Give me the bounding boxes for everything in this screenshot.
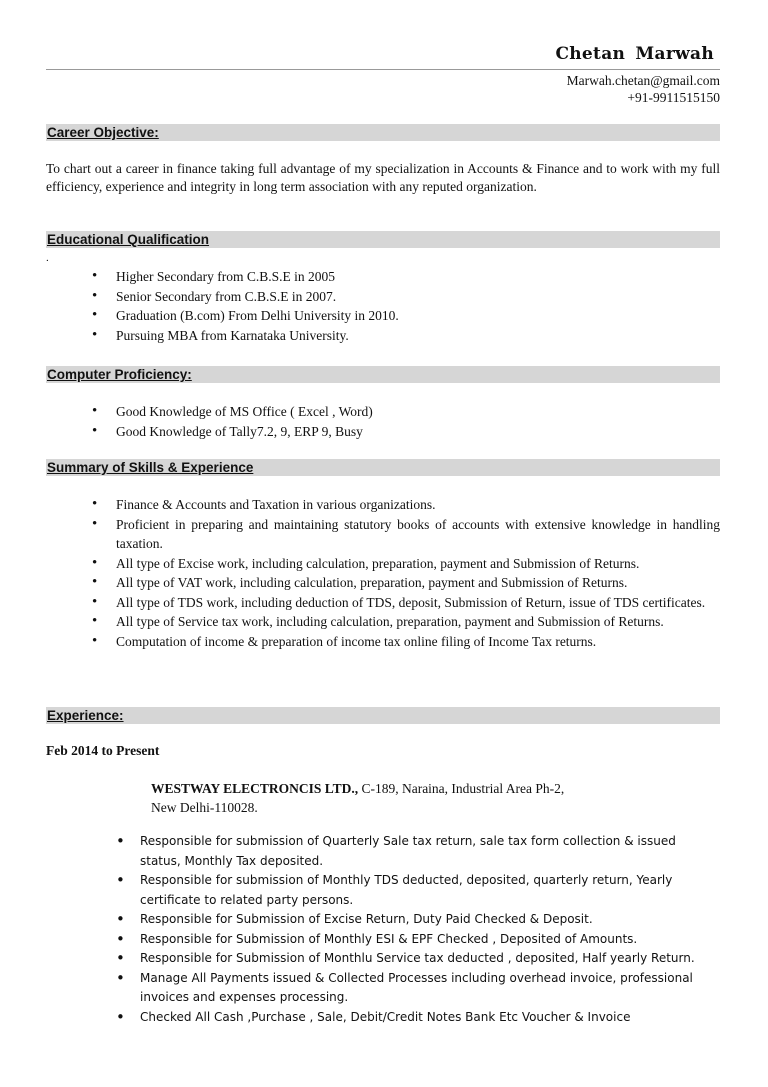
company-name: WESTWAY ELECTRONCIS LTD., [151,781,359,796]
list-item: • Responsible for Submission of Monthlu Service tax deducted , deposited, Half yearly Return. [140,949,720,969]
list-item: • Good Knowledge of Tally7.2, 9, ERP 9, Busy [116,422,720,442]
responsibilities-list [140,832,720,1027]
company-block [151,779,564,817]
email-text: Marwah.chetan@gmail.com [566,73,720,88]
list-item: • Pursuing MBA from Karnataka University. [116,326,720,346]
header-divider [46,69,720,70]
company-line-1 [151,779,564,798]
career-objective-heading: Career Objective: [46,124,720,141]
skills-list [116,495,720,651]
list-item: • Manage All Payments issued & Collected Processes including overhead invoice, professional invoices and expenses processing. [140,969,720,1008]
list-item: • Higher Secondary from C.B.S.E in 2005 [116,267,720,287]
list-item: • Responsible for submission of Quarterly Sale tax return, sale tax form collection & issued status, Monthly Tax deposited. [140,832,720,871]
list-item: • Proficient in preparing and maintaining statutory books of accounts with extensive knowledge in handling taxation. [116,515,720,554]
list-item: • Good Knowledge of MS Office ( Excel , Word) [116,402,720,422]
list-item: • Responsible for Submission of Excise Return, Duty Paid Checked & Deposit. [140,910,720,930]
list-item: • Graduation (B.com) From Delhi University in 2010. [116,306,720,326]
education-heading: Educational Qualification [46,231,720,248]
list-item: • Senior Secondary from C.B.S.E in 2007. [116,287,720,307]
stray-dot: . [46,252,49,264]
list-item: • All type of Service tax work, including calculation, preparation, payment and Submission of Returns. [116,612,720,632]
candidate-name: Chetan Marwah [555,44,714,64]
computer-proficiency-heading: Computer Proficiency: [46,366,720,383]
list-item: • Responsible for Submission of Monthly ESI & EPF Checked , Deposited of Amounts. [140,930,720,950]
list-item: • Checked All Cash ,Purchase , Sale, Debit/Credit Notes Bank Etc Voucher & Invoice [140,1008,720,1028]
education-list [116,267,720,345]
list-item: • Computation of income & preparation of income tax online filing of Income Tax returns. [116,632,720,652]
list-item: • All type of VAT work, including calculation, preparation, payment and Submission of Returns. [116,573,720,593]
experience-heading: Experience: [46,707,720,724]
contact-block [567,72,720,106]
skills-heading: Summary of Skills & Experience [46,459,720,476]
list-item: • All type of Excise work, including calculation, preparation, payment and Submission of Returns. [116,554,720,574]
computer-list [116,402,720,441]
company-address-line-1: C-189, Naraina, Industrial Area Ph-2, [358,781,565,796]
company-address-line-2: New Delhi-110028. [151,800,258,815]
list-item: • All type of TDS work, including deduction of TDS, deposit, Submission of Return, issue of TDS certificates. [116,593,720,613]
list-item: • Finance & Accounts and Taxation in various organizations. [116,495,720,515]
experience-period: Feb 2014 to Present [46,743,160,758]
phone-text: +91-9911515150 [627,90,720,105]
career-objective-text: To chart out a career in finance taking full advantage of my specialization in Accounts & Finance and to work with my full efficiency, experience and integrity in long term association with any reputed organization. [46,161,720,194]
list-item: • Responsible for submission of Monthly TDS deducted, deposited, quarterly return, Yearly certificate to related party persons. [140,871,720,910]
